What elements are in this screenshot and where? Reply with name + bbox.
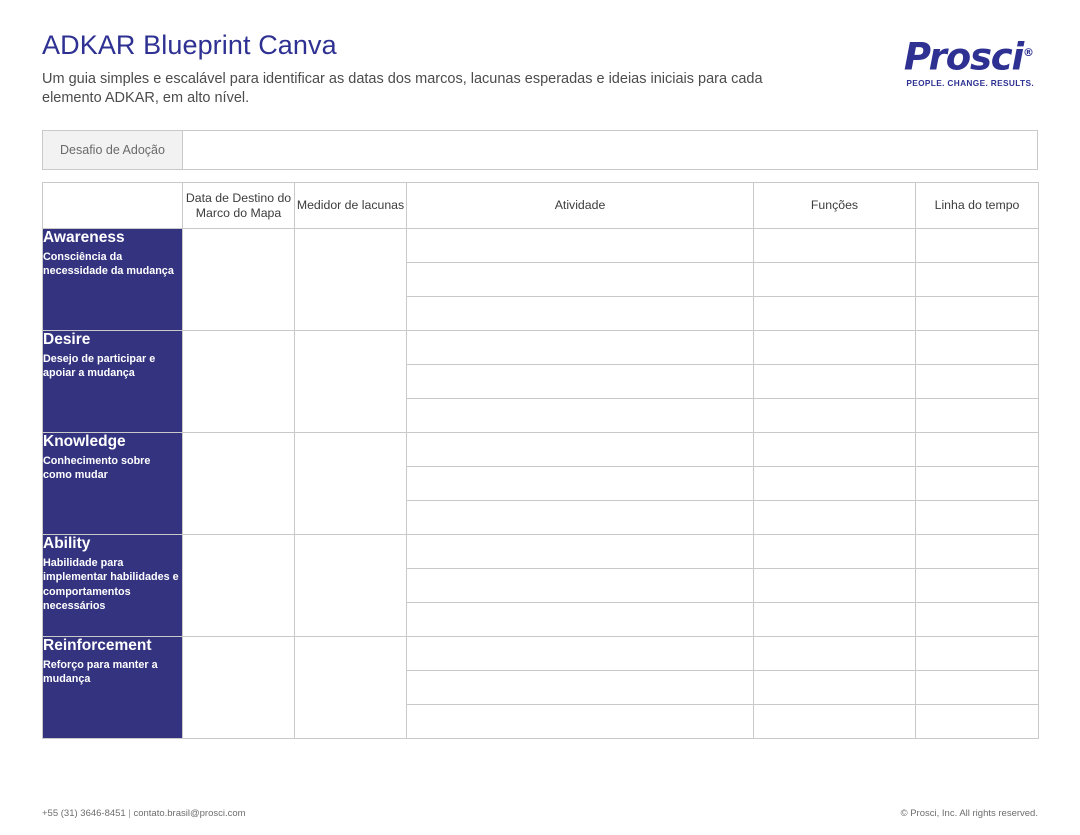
- table-row: [43, 229, 1039, 263]
- footer-email[interactable]: contato.brasil@prosci.com: [133, 808, 246, 819]
- cell-activity[interactable]: [407, 399, 754, 433]
- cell-milestone-date[interactable]: [183, 637, 295, 739]
- table-body: [43, 229, 1039, 739]
- cell-milestone-date[interactable]: [183, 229, 295, 331]
- logo-wordmark: [903, 34, 1034, 79]
- table-row: [43, 433, 1039, 467]
- cell-functions[interactable]: [754, 569, 916, 603]
- cell-timeline[interactable]: [916, 603, 1039, 637]
- logo-wordmark-text: Prosci: [903, 35, 1023, 79]
- cell-timeline[interactable]: [916, 297, 1039, 331]
- footer-copyright: © Prosci, Inc. All rights reserved.: [900, 808, 1038, 819]
- adkar-element-description: Consciência da necessidade da mudança: [43, 251, 174, 278]
- cell-timeline[interactable]: [916, 263, 1039, 297]
- footer-contact: [42, 808, 246, 819]
- adkar-element-description: Conhecimento sobre como mudar: [43, 455, 151, 482]
- cell-timeline[interactable]: [916, 535, 1039, 569]
- adkar-element-description: Desejo de participar e apoiar a mudança: [43, 353, 156, 380]
- adkar-element-name: Reinforcement: [43, 637, 152, 654]
- page-subtitle: Um guia simples e escalável para identificar as datas dos marcos, lacunas esperadas e ideias iniciais para cada elemento ADKAR, em alto nível.: [42, 71, 763, 106]
- cell-functions[interactable]: [754, 501, 916, 535]
- column-header-milestone-date: Data de Destino do Marco do Mapa: [183, 183, 295, 229]
- adkar-element-name: Desire: [43, 331, 91, 348]
- adkar-element-awareness: [43, 229, 183, 331]
- column-header-activity: Atividade: [407, 183, 754, 229]
- page-title: ADKAR Blueprint Canva: [42, 30, 337, 60]
- table-row: [43, 637, 1039, 671]
- cell-gap-meter[interactable]: [295, 535, 407, 637]
- cell-timeline[interactable]: [916, 671, 1039, 705]
- cell-timeline[interactable]: [916, 365, 1039, 399]
- cell-functions[interactable]: [754, 365, 916, 399]
- cell-milestone-date[interactable]: [183, 331, 295, 433]
- cell-functions[interactable]: [754, 331, 916, 365]
- document-footer: [42, 808, 1038, 819]
- cell-timeline[interactable]: [916, 637, 1039, 671]
- cell-functions[interactable]: [754, 671, 916, 705]
- cell-timeline[interactable]: [916, 467, 1039, 501]
- cell-gap-meter[interactable]: [295, 433, 407, 535]
- cell-functions[interactable]: [754, 263, 916, 297]
- adkar-element-ability: [43, 535, 183, 637]
- cell-activity[interactable]: [407, 671, 754, 705]
- table-row: [43, 535, 1039, 569]
- adkar-blueprint-table: [42, 182, 1039, 739]
- cell-activity[interactable]: [407, 467, 754, 501]
- footer-phone: +55 (31) 3646-8451: [42, 808, 126, 819]
- cell-functions[interactable]: [754, 637, 916, 671]
- cell-activity[interactable]: [407, 535, 754, 569]
- cell-activity[interactable]: [407, 705, 754, 739]
- cell-functions[interactable]: [754, 535, 916, 569]
- column-header-blank: [43, 183, 183, 229]
- cell-activity[interactable]: [407, 501, 754, 535]
- cell-activity[interactable]: [407, 297, 754, 331]
- cell-activity[interactable]: [407, 433, 754, 467]
- prosci-logo: [904, 26, 1038, 88]
- cell-activity[interactable]: [407, 603, 754, 637]
- cell-timeline[interactable]: [916, 569, 1039, 603]
- cell-timeline[interactable]: [916, 433, 1039, 467]
- adoption-challenge-label: Desafio de Adoção: [43, 131, 183, 169]
- cell-timeline[interactable]: [916, 399, 1039, 433]
- cell-activity[interactable]: [407, 637, 754, 671]
- cell-functions[interactable]: [754, 705, 916, 739]
- table-header: [43, 183, 1039, 229]
- cell-milestone-date[interactable]: [183, 535, 295, 637]
- logo-tagline: PEOPLE. CHANGE. RESULTS.: [906, 78, 1034, 89]
- table-row: [43, 331, 1039, 365]
- cell-functions[interactable]: [754, 433, 916, 467]
- cell-milestone-date[interactable]: [183, 433, 295, 535]
- column-header-gap-meter: Medidor de lacunas: [295, 183, 407, 229]
- adkar-element-description: Habilidade para implementar habilidades e comportamentos necessários: [43, 557, 179, 612]
- column-header-functions: Funções: [754, 183, 916, 229]
- adkar-element-desire: [43, 331, 183, 433]
- registered-trademark-icon: ®: [1023, 46, 1034, 59]
- adkar-element-knowledge: [43, 433, 183, 535]
- cell-activity[interactable]: [407, 365, 754, 399]
- cell-timeline[interactable]: [916, 229, 1039, 263]
- footer-separator: |: [128, 808, 131, 819]
- cell-gap-meter[interactable]: [295, 331, 407, 433]
- adkar-element-name: Ability: [43, 535, 91, 552]
- cell-gap-meter[interactable]: [295, 229, 407, 331]
- adkar-element-description: Reforço para manter a mudança: [43, 659, 158, 686]
- adoption-challenge-input[interactable]: [183, 131, 1037, 169]
- cell-functions[interactable]: [754, 229, 916, 263]
- cell-functions[interactable]: [754, 297, 916, 331]
- cell-timeline[interactable]: [916, 705, 1039, 739]
- adkar-element-name: Awareness: [43, 229, 125, 246]
- cell-timeline[interactable]: [916, 331, 1039, 365]
- table-header-row: [43, 183, 1039, 229]
- header-text-block: [42, 26, 812, 108]
- cell-functions[interactable]: [754, 467, 916, 501]
- cell-activity[interactable]: [407, 569, 754, 603]
- cell-activity[interactable]: [407, 229, 754, 263]
- cell-activity[interactable]: [407, 331, 754, 365]
- cell-functions[interactable]: [754, 399, 916, 433]
- adkar-element-reinforcement: [43, 637, 183, 739]
- cell-functions[interactable]: [754, 603, 916, 637]
- cell-gap-meter[interactable]: [295, 637, 407, 739]
- adoption-challenge-row: [42, 130, 1038, 170]
- document-header: [42, 26, 1038, 108]
- cell-activity[interactable]: [407, 263, 754, 297]
- adkar-element-name: Knowledge: [43, 433, 126, 450]
- cell-timeline[interactable]: [916, 501, 1039, 535]
- column-header-timeline: Linha do tempo: [916, 183, 1039, 229]
